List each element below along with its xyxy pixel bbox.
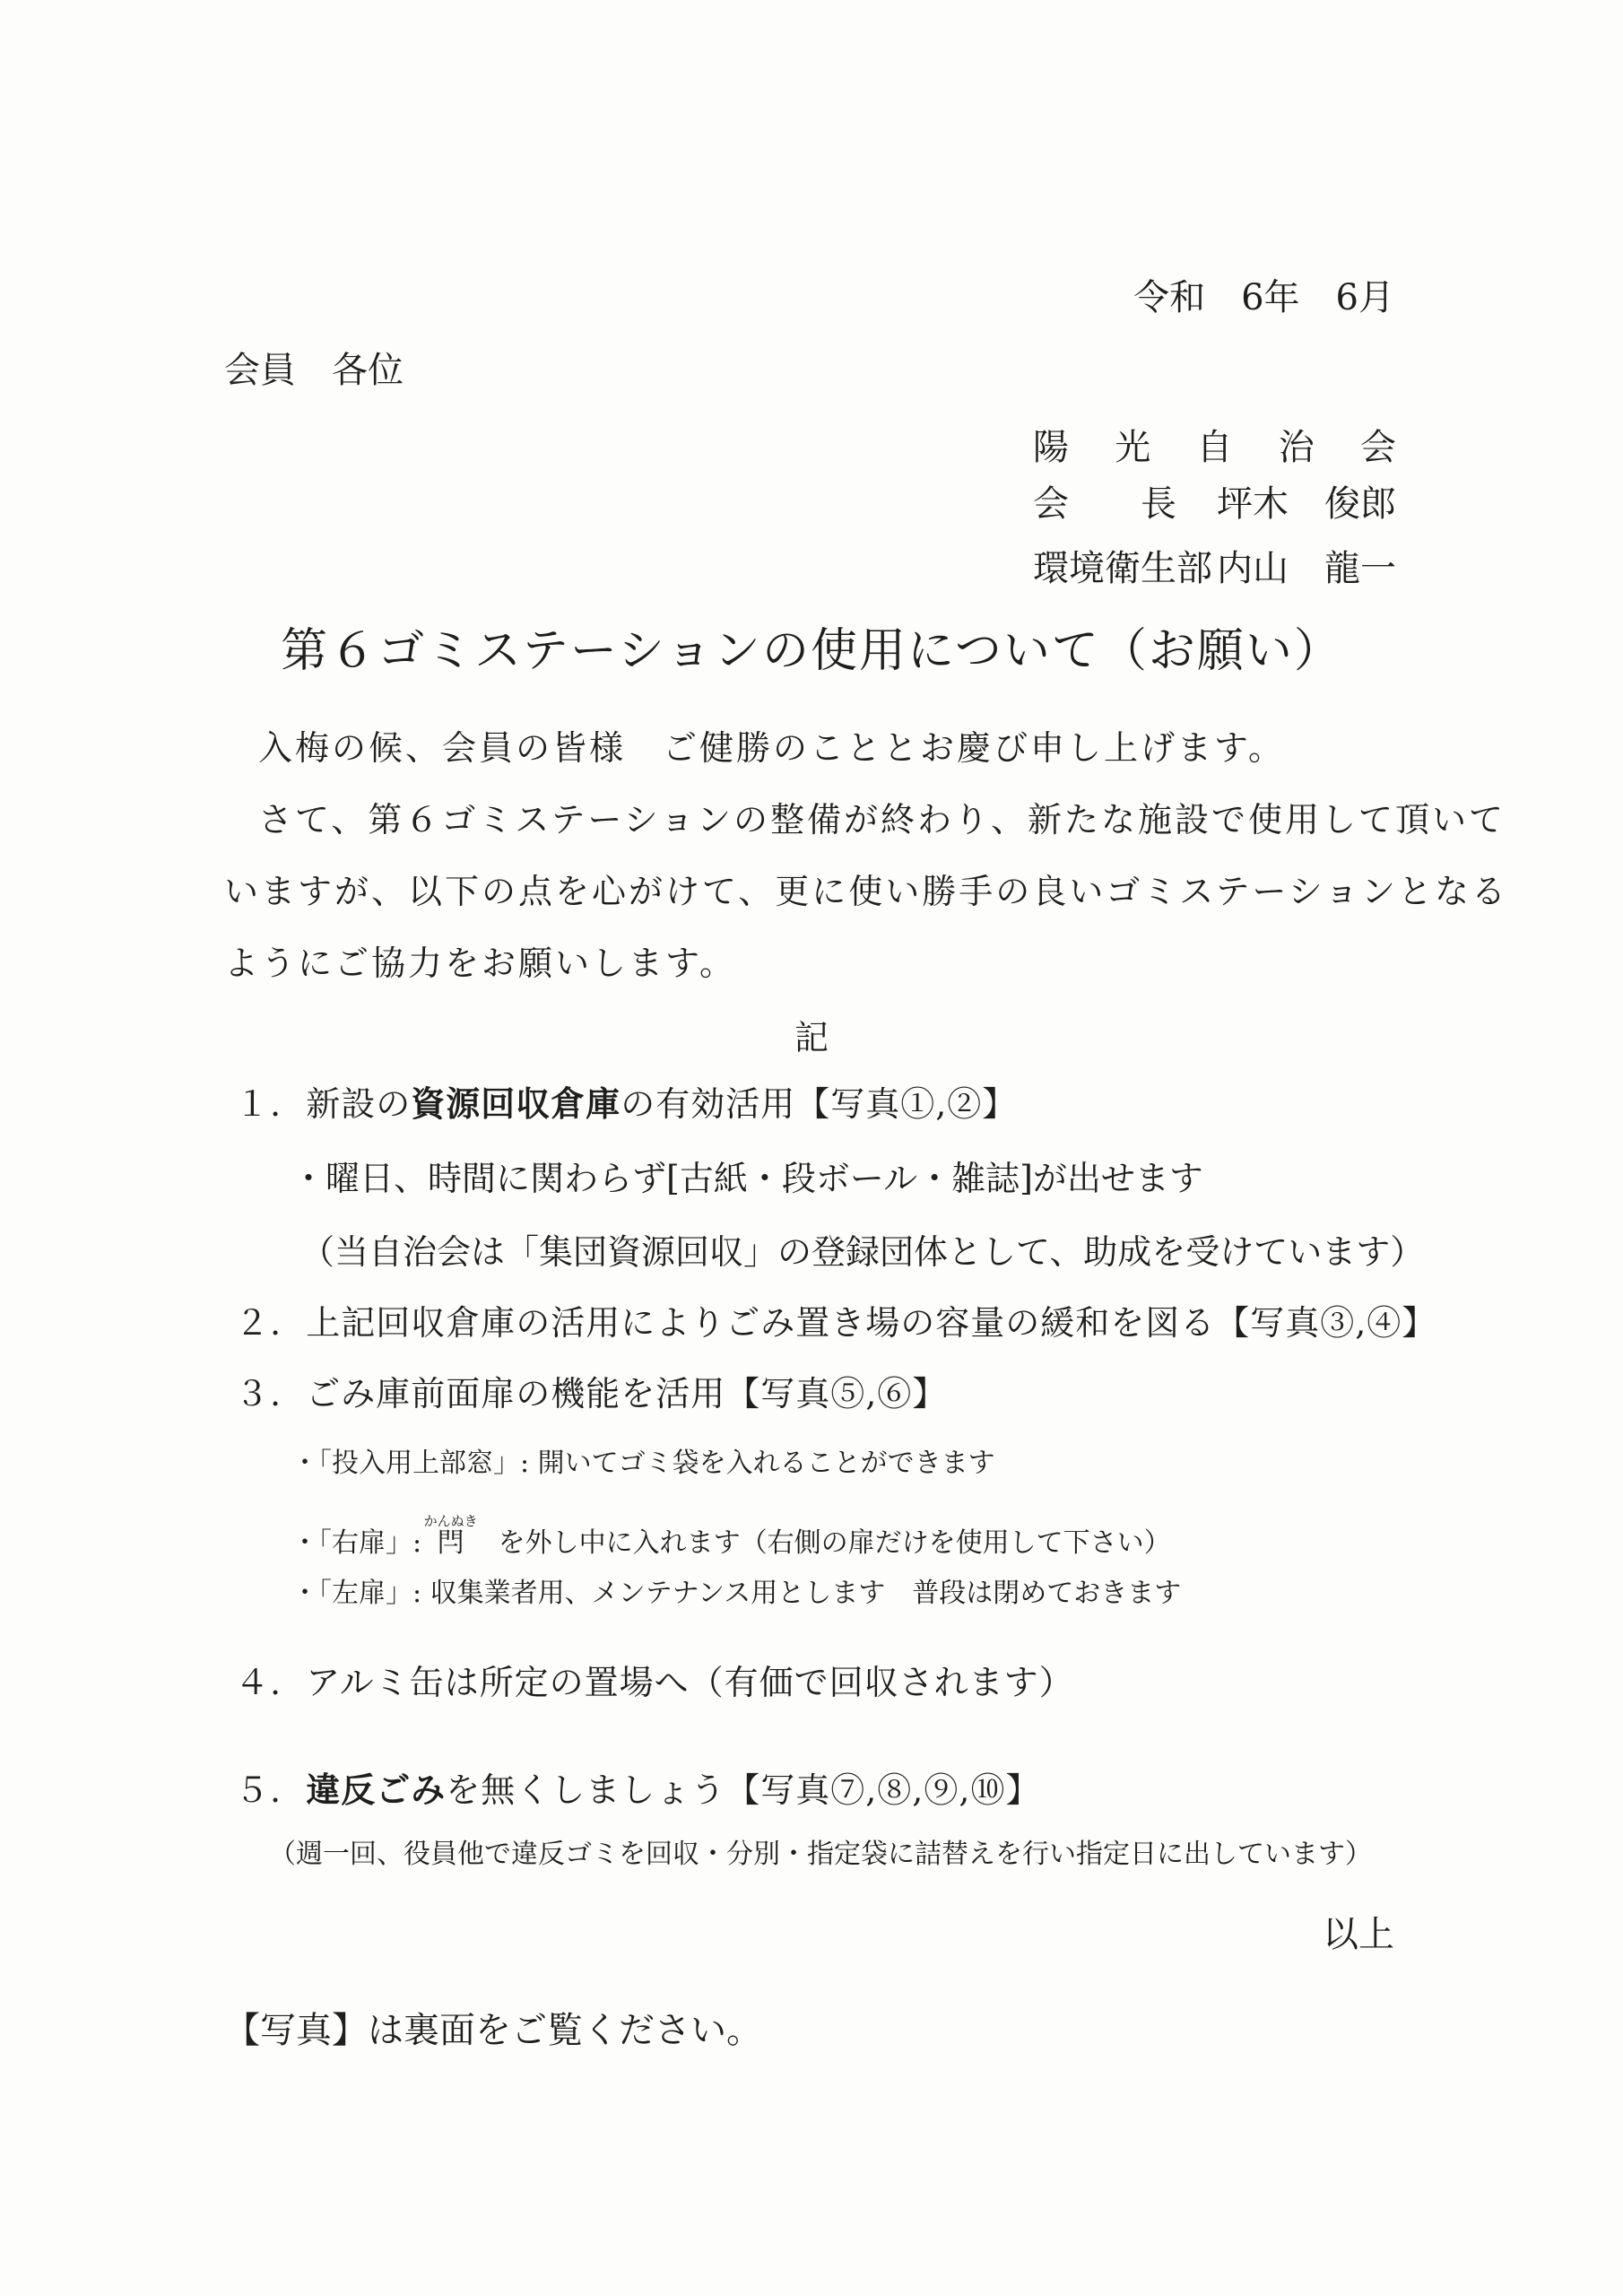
kanji-with-reading	[423, 1513, 478, 1559]
sub-prefix: ・「右扉」:	[291, 1527, 430, 1559]
item-4	[235, 1665, 1074, 1700]
org-char: 自	[1196, 427, 1233, 468]
item-3-sub-2	[291, 1513, 1171, 1561]
president-name: 坪木 俊郎	[1217, 483, 1396, 525]
document-date: 令和 6年 6月	[1133, 277, 1394, 318]
item-number: ４.	[235, 1663, 282, 1702]
department-label: 環境衛生部	[1033, 548, 1212, 589]
item-text: アルミ缶は所定の置場へ（有価で回収されます）	[306, 1663, 1074, 1702]
item-1	[235, 1083, 1018, 1124]
role-char: 長	[1141, 483, 1176, 525]
body-line-3: いますが、以下の点を心がけて、更に使い勝手の良いゴミステーションとなる	[224, 872, 1508, 911]
item-1-sub-2: （当自治会は「集団資源回収」の登録団体として、助成を受けています）	[300, 1232, 1425, 1272]
item-text: ごみ庫前面扉の機能を活用【写真⑤,⑥】	[306, 1374, 948, 1413]
furigana: かんぬき	[423, 1513, 478, 1529]
document-title: 第６ゴミステーションの使用について（お願い）	[281, 624, 1342, 678]
sender-department	[1033, 540, 1396, 591]
org-char: 治	[1278, 427, 1315, 468]
sub-text: を外し中に入れます（右側の扉だけを使用して下さい）	[498, 1527, 1171, 1559]
item-text-pre: 新設の	[306, 1084, 412, 1124]
item-text-bold: 違反ごみ	[306, 1770, 447, 1810]
item-text: 上記回収倉庫の活用によりごみ置き場の容量の緩和を図る【写真③,④】	[306, 1303, 1437, 1343]
org-char: 光	[1115, 427, 1151, 468]
item-3-sub-1: ・「投入用上部窓」: 開いてゴミ袋を入れることができます	[291, 1448, 995, 1479]
item-5	[235, 1770, 1041, 1810]
item-text-post: を無くしましょう【写真⑦,⑧,⑨,⑩】	[446, 1770, 1041, 1810]
body-line-4: ようにご協力をお願いします。	[224, 944, 736, 983]
sender-organization	[1033, 419, 1396, 470]
footer-note: 【写真】は裏面をご覧ください。	[224, 2010, 762, 2051]
item-3-sub-3: ・「左扉」: 収集業者用、メンテナンス用とします 普段は閉めておきます	[291, 1578, 1182, 1609]
department-head-name: 内山 龍一	[1217, 548, 1396, 589]
item-5-sub: （週一回、役員他で違反ゴミを回収・分別・指定袋に詰替えを行い指定日に出しています）	[269, 1839, 1372, 1870]
item-number: ５.	[235, 1770, 282, 1810]
closing-mark: 以上	[1323, 1914, 1394, 1955]
addressee: 会員 各位	[224, 350, 404, 391]
role-char: 会	[1033, 483, 1069, 525]
item-text-bold: 資源回収倉庫	[411, 1083, 621, 1124]
item-number: ３.	[235, 1374, 282, 1413]
org-char: 会	[1360, 427, 1396, 468]
item-number: １.	[235, 1084, 282, 1124]
item-2	[235, 1303, 1437, 1343]
item-number: ２.	[235, 1303, 282, 1343]
item-3	[235, 1374, 948, 1413]
body-line-1: 入梅の候、会員の皆様 ご健勝のこととお慶び申し上げます。	[258, 728, 1285, 768]
kanji: 閂	[423, 1527, 478, 1559]
record-heading: 記	[794, 1018, 829, 1057]
item-text-post: の有効活用【写真①,②】	[621, 1084, 1018, 1124]
sender-president	[1033, 475, 1396, 526]
body-line-2: さて、第６ゴミステーションの整備が終わり、新たな施設で使用して頂いて	[258, 800, 1506, 839]
org-char: 陽	[1033, 427, 1069, 468]
president-role	[1033, 475, 1176, 526]
item-1-sub-1: ・曜日、時間に関わらず[古紙・段ボール・雑誌]が出せます	[291, 1159, 1203, 1198]
